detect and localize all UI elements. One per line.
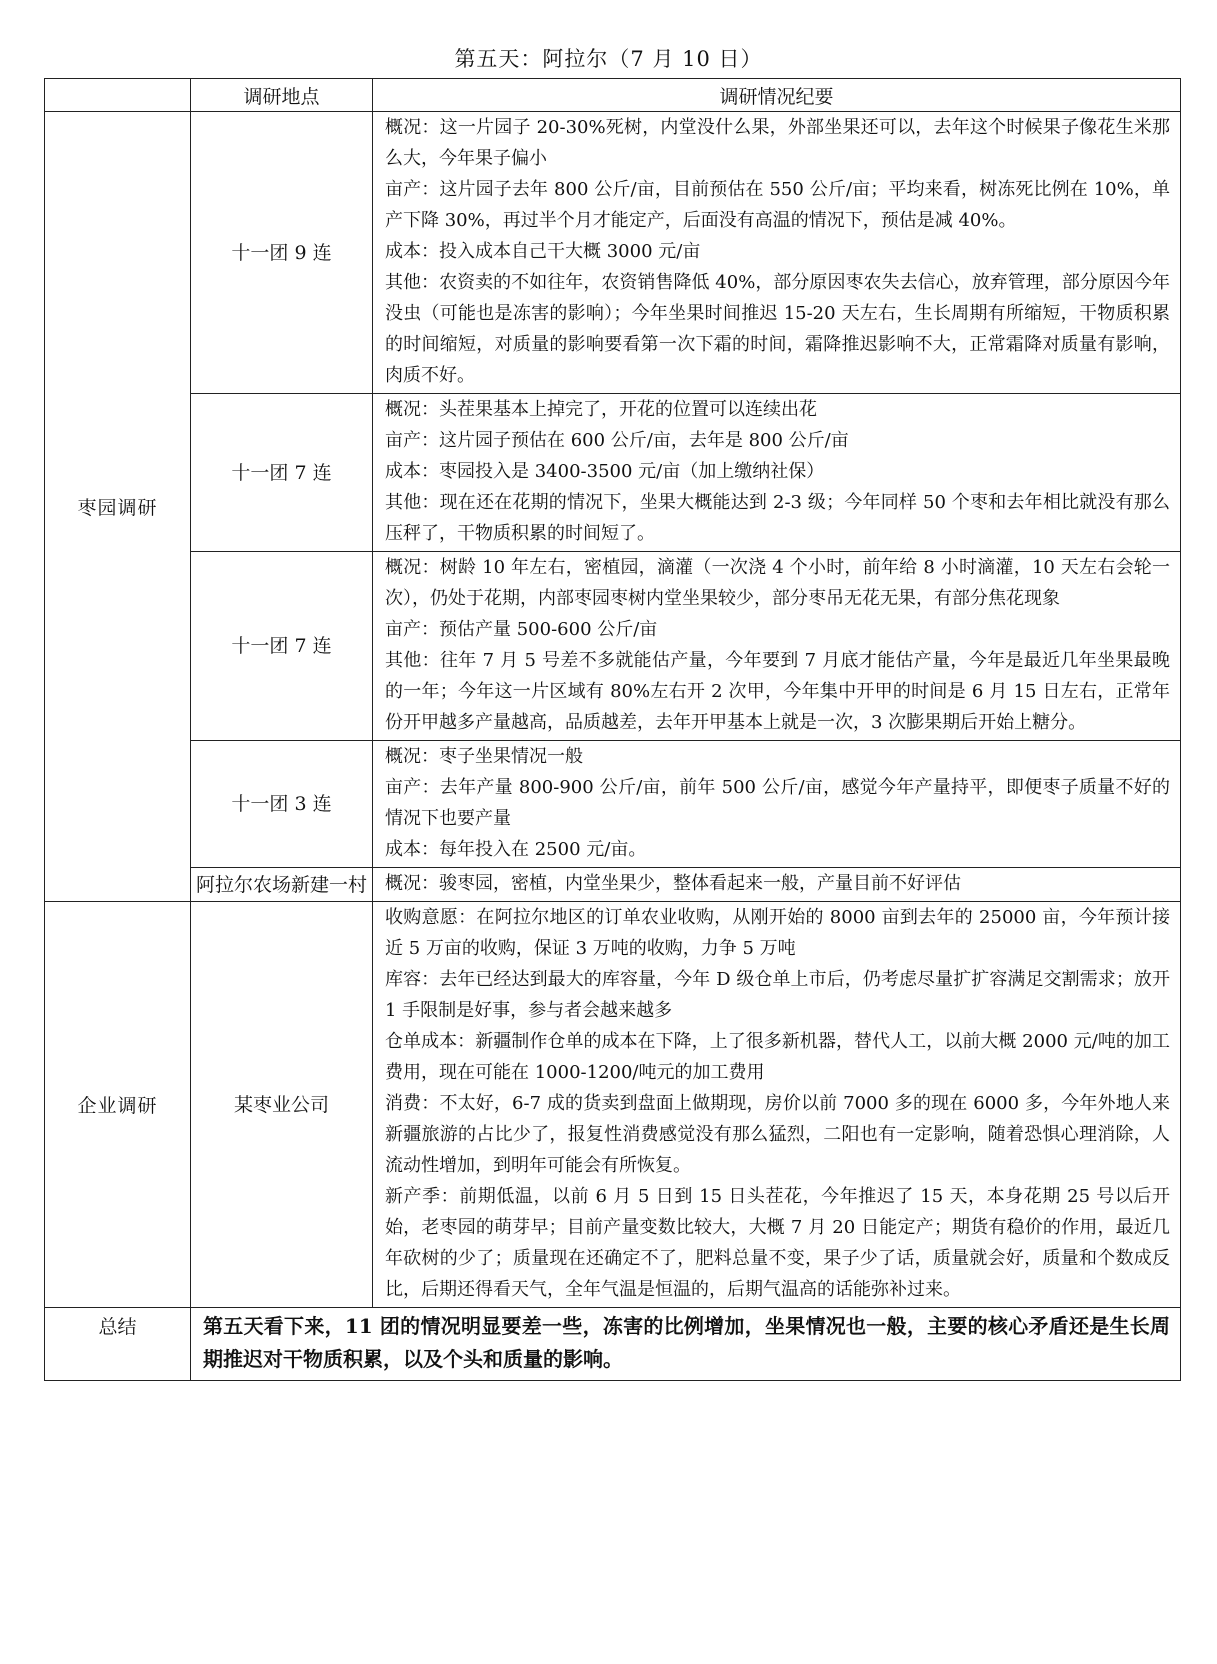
notes-cell	[373, 868, 1181, 902]
location-cell: 十一团 7 连	[191, 552, 373, 741]
note-line: 其他：往年 7 月 5 号差不多就能估产量，今年要到 7 月底才能估产量，今年是最近几年坐果最晚的一年；今年这一片区域有 80%左右开 2 次甲，今年集中开甲的时间是 6 月 15 日左右，正常年份开甲越多产量越高，品质越差，去年开甲基本上就是一次，3 次膨果期后开始上糖分。	[385, 650, 1170, 733]
notes-cell	[373, 112, 1181, 394]
notes-cell	[373, 394, 1181, 552]
table-row	[45, 902, 1181, 1308]
table-row	[45, 394, 1181, 552]
summary-label: 总结	[45, 1308, 191, 1381]
note-line: 仓单成本：新疆制作仓单的成本在下降，上了很多新机器，替代人工，以前大概 2000 元/吨的加工费用，现在可能在 1000-1200/吨元的加工费用	[385, 1031, 1170, 1083]
note-line: 亩产：预估产量 500-600 公斤/亩	[385, 619, 658, 640]
location-cell: 十一团 9 连	[191, 112, 373, 394]
note-line: 收购意愿：在阿拉尔地区的订单农业收购，从刚开始的 8000 亩到去年的 25000 亩，今年预计接近 5 万亩的收购，保证 3 万吨的收购，力争 5 万吨	[385, 907, 1170, 959]
header-location: 调研地点	[191, 79, 373, 112]
table-row	[45, 741, 1181, 868]
category-enterprise: 企业调研	[45, 902, 191, 1308]
note-line: 成本：投入成本自己干大概 3000 元/亩	[385, 241, 701, 262]
note-line: 概况：树龄 10 年左右，密植园，滴灌（一次浇 4 个小时，前年给 8 小时滴灌，10 天左右会轮一次），仍处于花期，内部枣园枣树内堂坐果较少，部分枣吊无花无果，有部分焦花现象	[385, 557, 1170, 609]
page-title: 第五天：阿拉尔（7 月 10 日）	[454, 47, 763, 71]
note-line: 亩产：这片园子去年 800 公斤/亩，目前预估在 550 公斤/亩；平均来看，树冻死比例在 10%，单产下降 30%，再过半个月才能定产，后面没有高温的情况下，预估是减 40%。	[385, 179, 1170, 231]
note-line: 新产季：前期低温，以前 6 月 5 日到 15 日头茬花，今年推迟了 15 天，本身花期 25 号以后开始，老枣园的萌芽早；目前产量变数比较大，大概 7 月 20 日能定产；期货有稳价的作用，最近几年砍树的少了；质量现在还确定不了，肥料总量不变，果子少了话，质量就会好，质量和个数成反比，后期还得看天气，全年气温是恒温的，后期气温高的话能弥补过来。	[385, 1186, 1170, 1300]
note-line: 亩产：这片园子预估在 600 公斤/亩，去年是 800 公斤/亩	[385, 430, 849, 451]
notes-cell	[373, 741, 1181, 868]
header-category	[45, 79, 191, 112]
note-line: 其他：现在还在花期的情况下，坐果大概能达到 2-3 级；今年同样 50 个枣和去年相比就没有那么压秤了，干物质积累的时间短了。	[385, 492, 1170, 544]
note-line: 消费：不太好，6-7 成的货卖到盘面上做期现，房价以前 7000 多的现在 6000 多，今年外地人来新疆旅游的占比少了，报复性消费感觉没有那么猛烈，二阳也有一定影响，随着恐惧心理消除，人流动性增加，到明年可能会有所恢复。	[385, 1093, 1170, 1176]
note-line: 概况：骏枣园，密植，内堂坐果少，整体看起来一般，产量目前不好评估	[385, 873, 961, 894]
location-cell: 阿拉尔农场新建一村	[191, 868, 373, 902]
note-line: 成本：枣园投入是 3400-3500 元/亩（加上缴纳社保）	[385, 461, 825, 482]
notes-cell	[373, 552, 1181, 741]
note-line: 成本：每年投入在 2500 元/亩。	[385, 839, 647, 860]
location-cell: 十一团 7 连	[191, 394, 373, 552]
note-line: 概况：枣子坐果情况一般	[385, 746, 583, 767]
note-line: 库容：去年已经达到最大的库容量，今年 D 级仓单上市后，仍考虑尽量扩扩容满足交割需求；放开 1 手限制是好事，参与者会越来越多	[385, 969, 1170, 1021]
location-cell: 某枣业公司	[191, 902, 373, 1308]
table-row	[45, 552, 1181, 741]
table-row	[45, 868, 1181, 902]
summary-text: 第五天看下来，11 团的情况明显要差一些，冻害的比例增加，坐果情况也一般，主要的核心矛盾还是生长周期推迟对干物质积累，以及个头和质量的影响。	[191, 1308, 1181, 1381]
table-header-row	[45, 79, 1181, 112]
survey-table	[44, 78, 1181, 1381]
note-line: 其他：农资卖的不如往年，农资销售降低 40%，部分原因枣农失去信心，放弃管理，部分原因今年没虫（可能也是冻害的影响）；今年坐果时间推迟 15-20 天左右，生长周期有所缩短，干物质积累的时间缩短，对质量的影响要看第一次下霜的时间，霜降推迟影响不大，正常霜降对质量有影响，肉质不好。	[385, 272, 1170, 386]
table-row	[45, 112, 1181, 394]
note-line: 概况：这一片园子 20-30%死树，内堂没什么果，外部坐果还可以，去年这个时候果子像花生米那么大，今年果子偏小	[385, 117, 1170, 169]
header-summary: 调研情况纪要	[373, 79, 1181, 112]
note-line: 亩产：去年产量 800-900 公斤/亩，前年 500 公斤/亩，感觉今年产量持平，即便枣子质量不好的情况下也要产量	[385, 777, 1170, 829]
category-orchard: 枣园调研	[45, 112, 191, 902]
summary-row	[45, 1308, 1181, 1381]
notes-cell	[373, 902, 1181, 1308]
location-cell: 十一团 3 连	[191, 741, 373, 868]
note-line: 概况：头茬果基本上掉完了，开花的位置可以连续出花	[385, 399, 817, 420]
